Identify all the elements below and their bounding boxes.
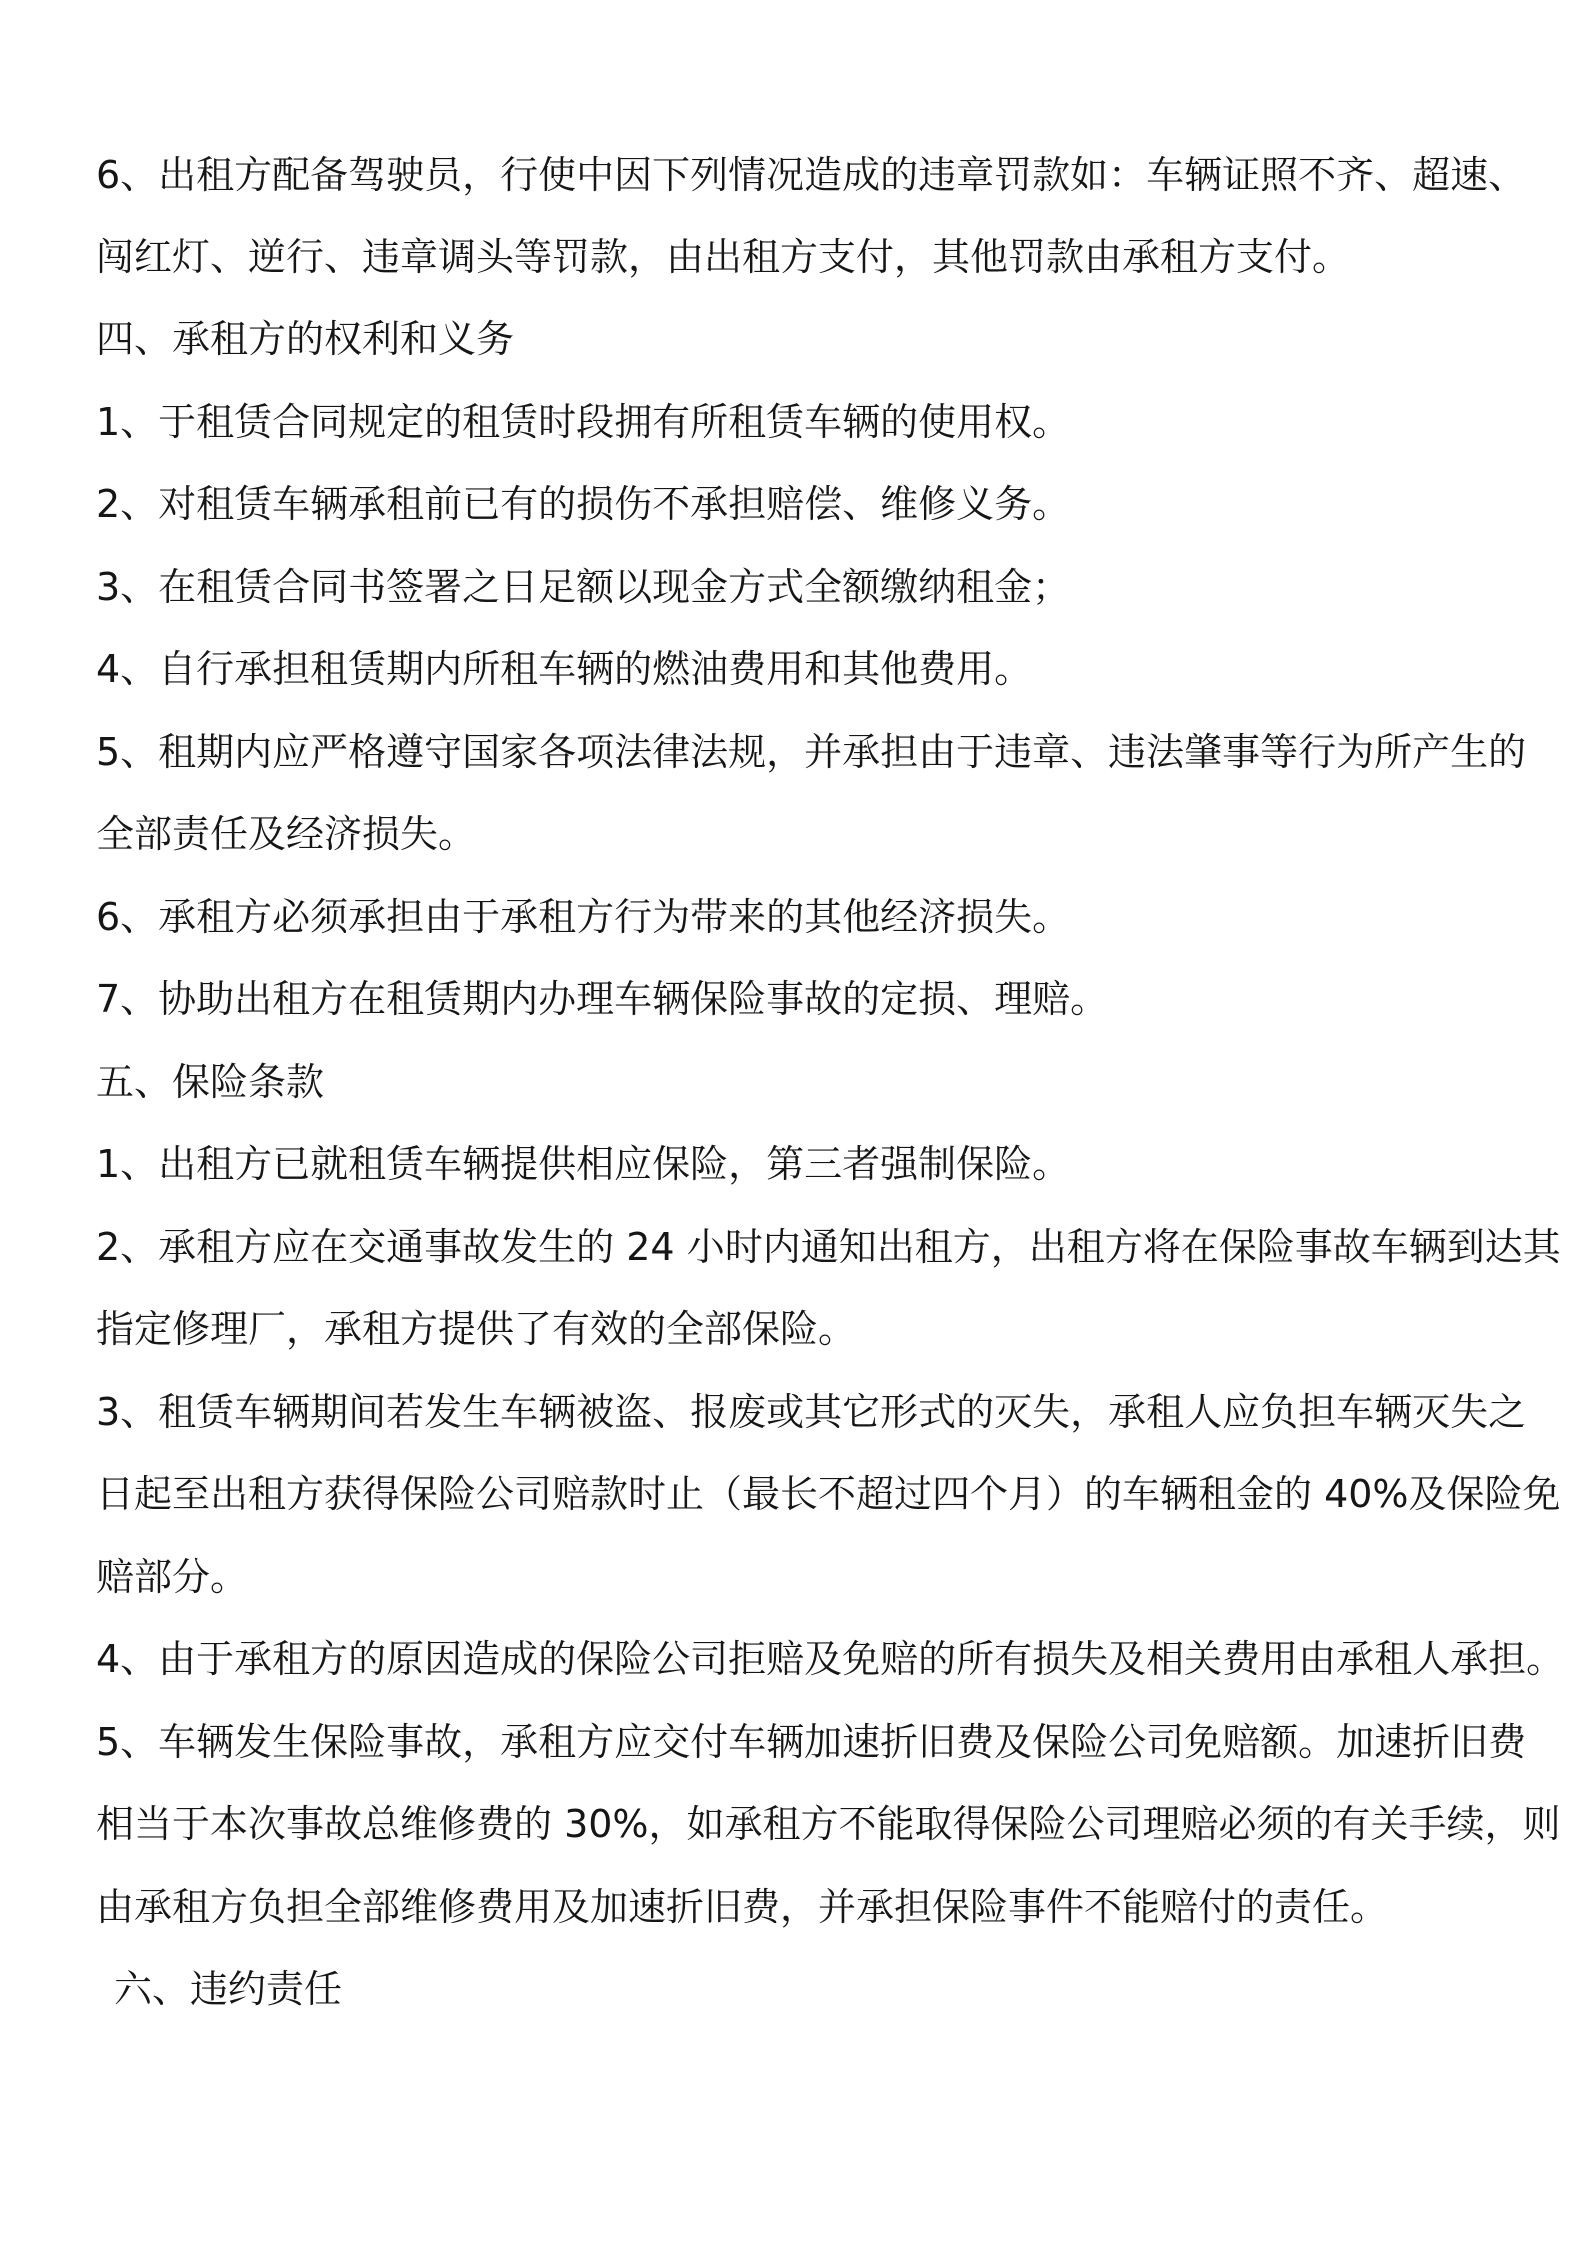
text-line: 3、在租赁合同书签署之日足额以现金方式全额缴纳租金； — [96, 565, 1071, 609]
text-line: 5、租期内应严格遵守国家各项法律法规，并承担由于违章、违法肇事等行为所产生的 — [96, 730, 1527, 774]
text-line: 6、承租方必须承担由于承租方行为带来的其他经济损失。 — [96, 895, 1071, 939]
section-heading: 六、违约责任 — [114, 1967, 343, 2011]
text-line: 赔部分。 — [96, 1555, 249, 1599]
text-line: 2、承租方应在交通事故发生的 24 小时内通知出租方，出租方将在保险事故车辆到达其 — [96, 1225, 1561, 1269]
text-line: 日起至出租方获得保险公司赔款时止（最长不超过四个月）的车辆租金的 40%及保险免 — [96, 1472, 1561, 1516]
text-line: 4、自行承担租赁期内所租车辆的燃油费用和其他费用。 — [96, 647, 1033, 691]
text-line: 2、对租赁车辆承租前已有的损伤不承担赔偿、维修义务。 — [96, 482, 1071, 526]
text-line: 由承租方负担全部维修费用及加速折旧费，并承担保险事件不能赔付的责任。 — [96, 1885, 1389, 1929]
text-line: 1、于租赁合同规定的租赁时段拥有所租赁车辆的使用权。 — [96, 400, 1071, 444]
section-heading: 四、承租方的权利和义务 — [96, 317, 515, 361]
text-line: 3、租赁车辆期间若发生车辆被盗、报废或其它形式的灭失，承租人应负担车辆灭失之 — [96, 1390, 1527, 1434]
text-line: 6、出租方配备驾驶员，行使中因下列情况造成的违章罚款如：车辆证照不齐、超速、 — [96, 153, 1527, 197]
text-line: 相当于本次事故总维修费的 30%，如承租方不能取得保险公司理赔必须的有关手续，则 — [96, 1802, 1561, 1846]
text-line: 指定修理厂，承租方提供了有效的全部保险。 — [96, 1307, 857, 1351]
text-line: 全部责任及经济损失。 — [96, 812, 477, 856]
text-line: 闯红灯、逆行、违章调头等罚款，由出租方支付，其他罚款由承租方支付。 — [96, 235, 1351, 279]
text-line: 1、出租方已就租赁车辆提供相应保险，第三者强制保险。 — [96, 1142, 1071, 1186]
section-heading: 五、保险条款 — [96, 1060, 325, 1104]
text-line: 5、车辆发生保险事故，承租方应交付车辆加速折旧费及保险公司免赔额。加速折旧费 — [96, 1720, 1527, 1764]
text-line: 4、由于承租方的原因造成的保险公司拒赔及免赔的所有损失及相关费用由承租人承担。 — [96, 1637, 1565, 1681]
text-line: 7、协助出租方在租赁期内办理车辆保险事故的定损、理赔。 — [96, 977, 1109, 1021]
